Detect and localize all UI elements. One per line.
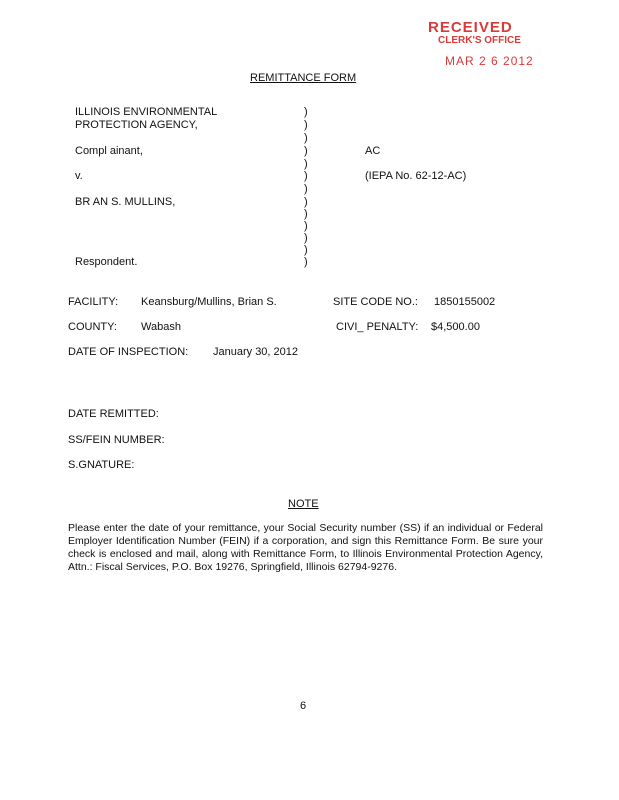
caption-paren: ) xyxy=(304,196,308,208)
ss-fein-number-label: SS/FEIN NUMBER: xyxy=(68,434,165,446)
complainant-label: Compl ainant, xyxy=(75,145,143,157)
date-remitted-label: DATE REMITTED: xyxy=(68,408,159,420)
caption-paren: ) xyxy=(304,220,308,232)
facility-label: FACILITY: xyxy=(68,296,119,308)
caption-paren: ) xyxy=(304,232,308,244)
plaintiff-name-line2: PROTECTION AGENCY, xyxy=(75,119,198,131)
civil-penalty-value: $4,500.00 xyxy=(431,321,480,333)
caption-paren: ) xyxy=(304,208,308,220)
site-code-value: 1850155002 xyxy=(434,296,496,308)
plaintiff-name-line1: ILLINOIS ENVIRONMENTAL xyxy=(75,106,218,118)
civil-penalty-label: CIVI_ PENALTY: xyxy=(336,321,419,333)
note-body: Please enter the date of your remittance, your Social Security number (SS) if an individual or Federal Employer Identification Number (FEIN) if a corporation, and sign this Remittance Form. Be sure your check is enclosed and mail, along with Remittance Form, to Illinois Environmental Protection Agency, Attn.: Fiscal Services, P.O. Box 19276, Springfield, Illinois 62794-9276. xyxy=(68,522,543,573)
caption-paren: ) xyxy=(304,183,308,195)
caption-paren: ) xyxy=(304,158,308,170)
versus-label: v. xyxy=(75,170,83,182)
facility-value: Keansburg/Mullins, Brian S. xyxy=(141,296,277,308)
respondent-label: Respondent. xyxy=(75,256,138,268)
form-title: REMITTANCE FORM xyxy=(250,72,357,84)
received-stamp-date: MAR 2 6 2012 xyxy=(445,54,534,68)
note-title: NOTE xyxy=(288,498,319,510)
page-number: 6 xyxy=(300,700,307,712)
caption-paren: ) xyxy=(304,170,308,182)
received-stamp-title: RECEIVED xyxy=(428,19,513,36)
signature-label: S.GNATURE: xyxy=(68,459,135,471)
received-stamp-office: CLERK'S OFFICE xyxy=(438,35,521,46)
inspection-date-label: DATE OF INSPECTION: xyxy=(68,346,189,358)
caption-paren: ) xyxy=(304,244,308,256)
caption-paren: ) xyxy=(304,256,308,268)
caption-paren: ) xyxy=(304,145,308,157)
caption-paren: ) xyxy=(304,106,308,118)
county-label: COUNTY: xyxy=(68,321,117,333)
county-value: Wabash xyxy=(141,321,181,333)
caption-paren: ) xyxy=(304,132,308,144)
case-type: AC xyxy=(365,145,381,157)
inspection-date-value: January 30, 2012 xyxy=(213,346,299,358)
site-code-label: SITE CODE NO.: xyxy=(333,296,418,308)
respondent-name: BR AN S. MULLINS, xyxy=(75,196,176,208)
caption-paren: ) xyxy=(304,119,308,131)
case-number: (IEPA No. 62-12-AC) xyxy=(365,170,467,182)
